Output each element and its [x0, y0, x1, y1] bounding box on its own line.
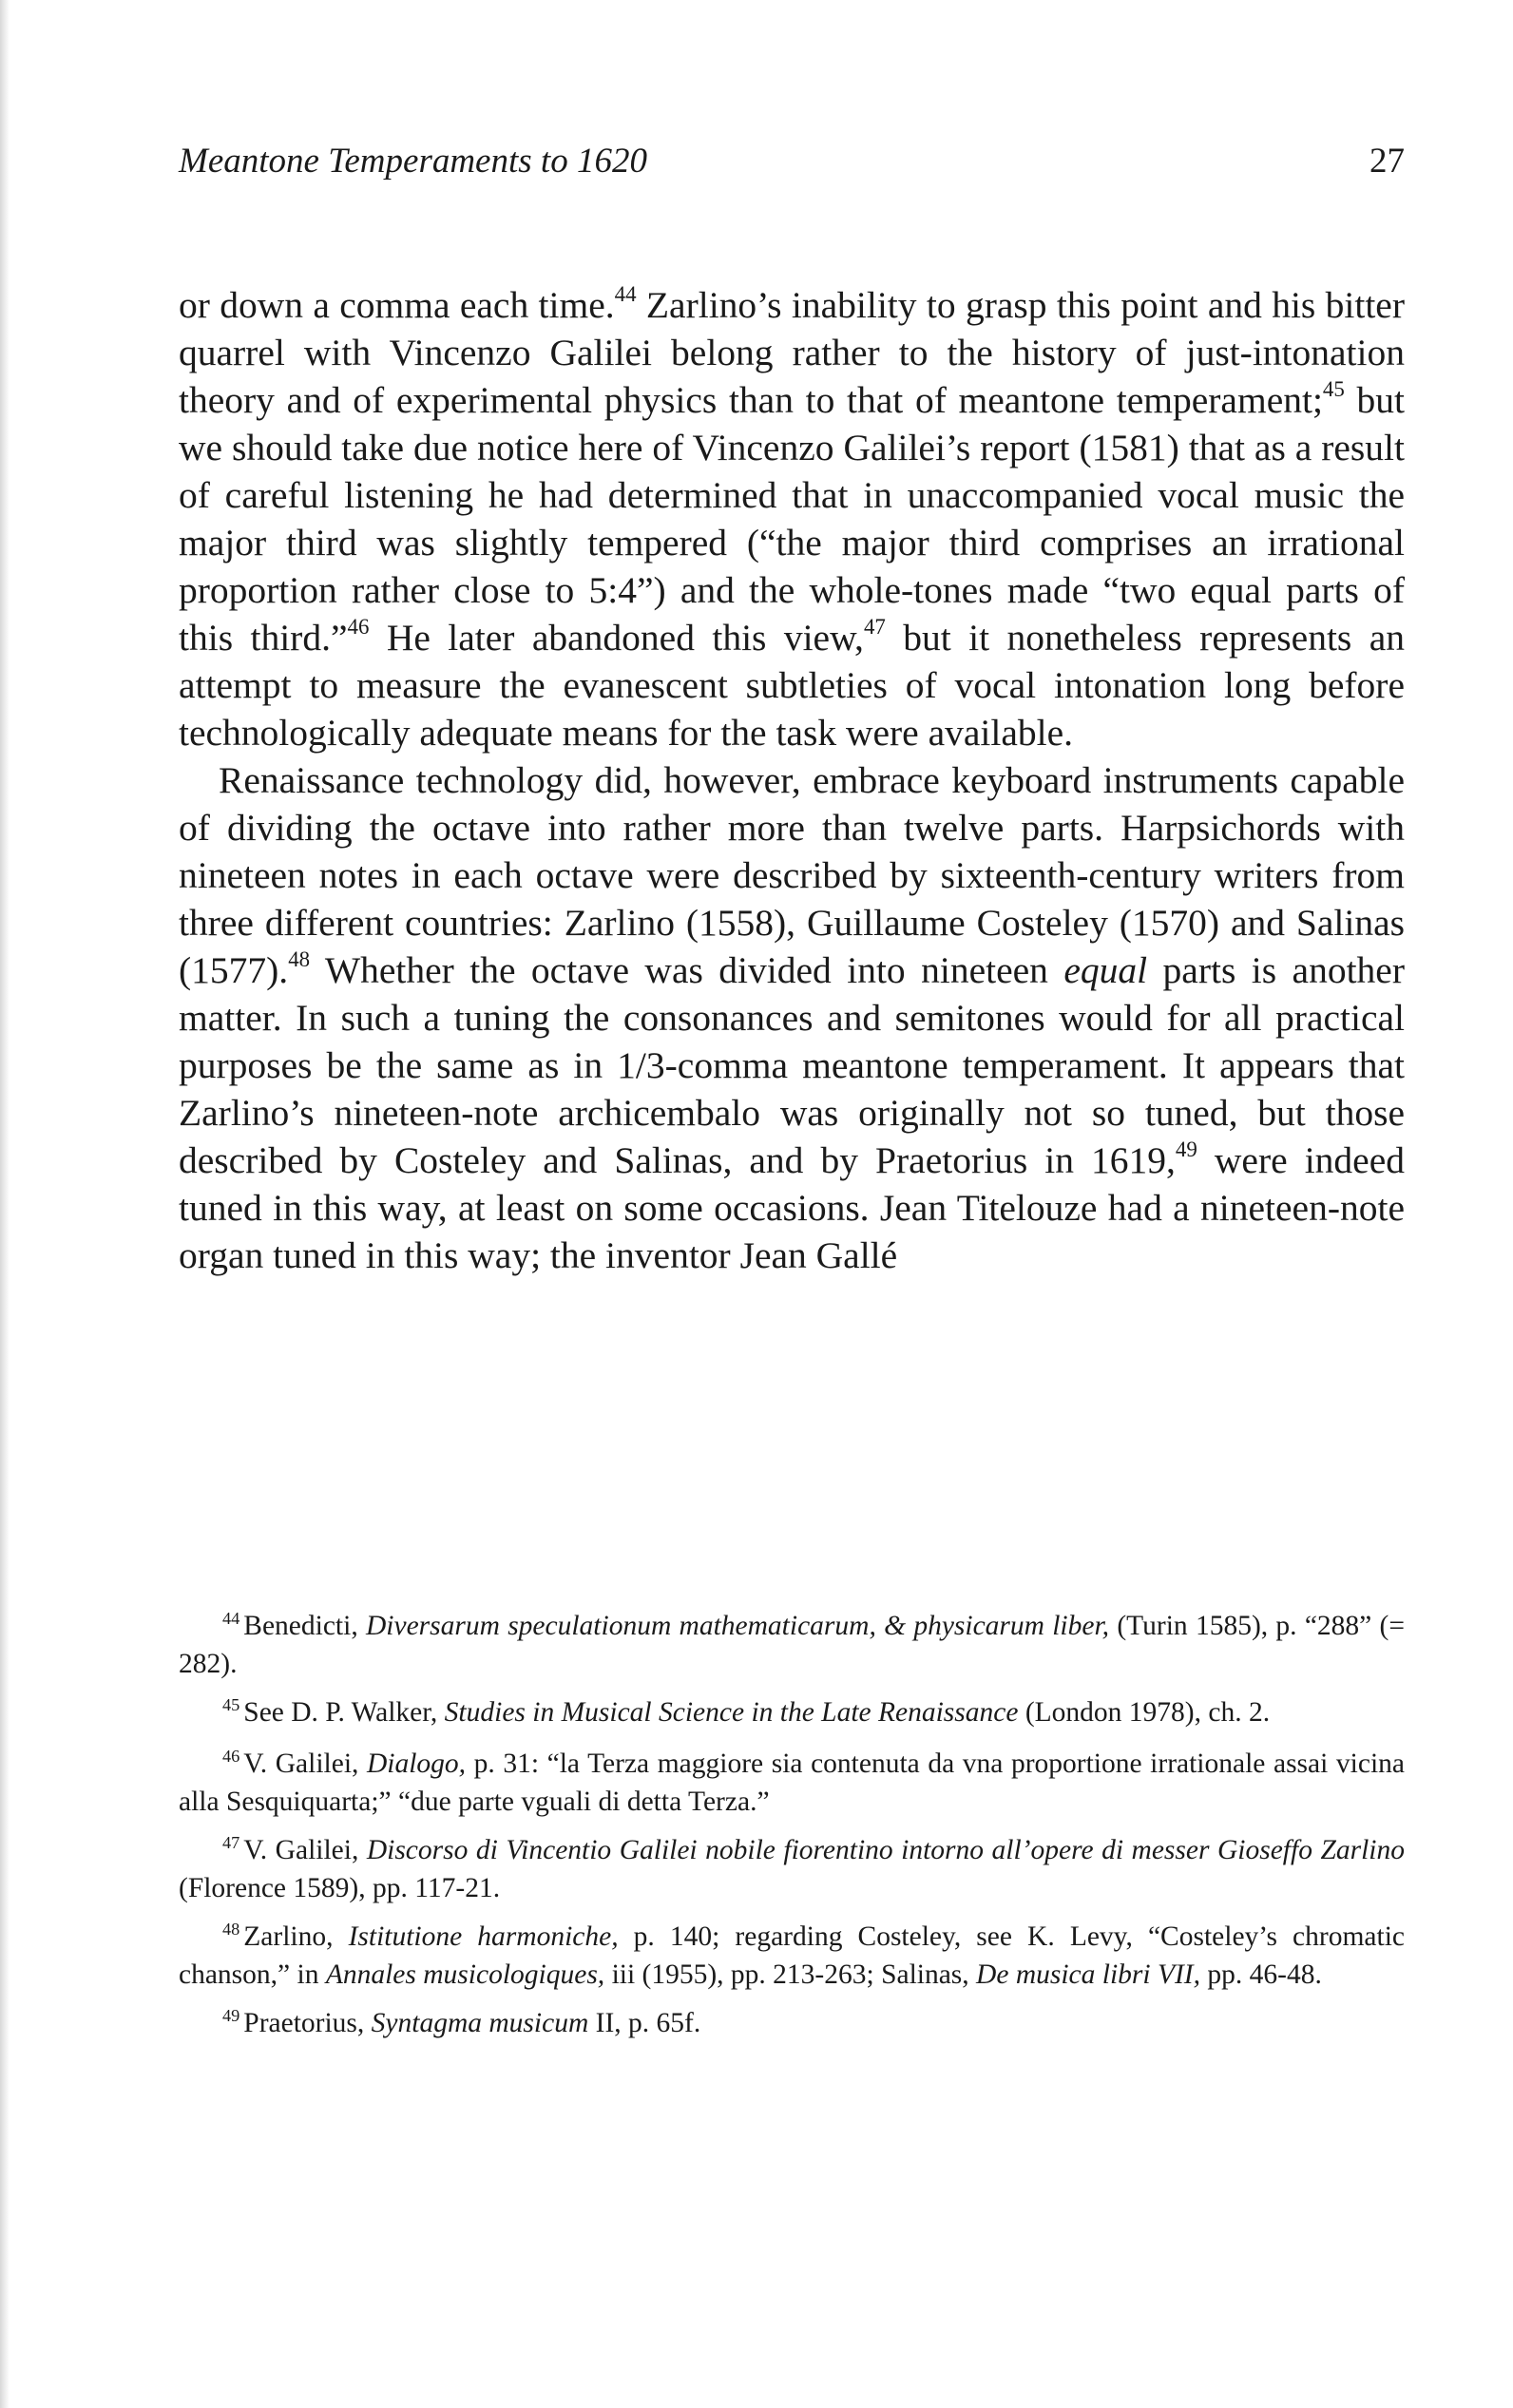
footnote-48 [179, 1920, 1405, 1993]
footnote-ref-47[interactable]: 47 [863, 614, 886, 639]
footnote-number: 48 [222, 1920, 240, 1940]
paragraph-1 [179, 281, 1405, 756]
footnote-49 [179, 2006, 1405, 2044]
footnote-ref-49[interactable]: 49 [1175, 1137, 1197, 1161]
footnote-title: De musica libri VII, [976, 1959, 1201, 1990]
footnote-title: Dialogo, [366, 1749, 467, 1779]
running-head [179, 141, 1405, 186]
footnote-title: Istitutione harmoniche, [348, 1921, 619, 1952]
footnote-number: 49 [222, 2006, 240, 2026]
footnote-number: 47 [222, 1833, 240, 1853]
footnote-title: Discorso di Vincentio Galilei nobile fiorentino intorno all’opere di messer Gioseffo Zarlino [366, 1835, 1405, 1865]
footnote-47 [179, 1833, 1405, 1906]
text-run: Zarlino’s inability to grasp this point and his bitter quarrel with Vincenzo Galilei belong rather to the history of just-intonation theory and of experimental physics than to that of meantone temperament; [179, 284, 1405, 421]
footnote-ref-48[interactable]: 48 [288, 946, 311, 971]
footnote-text: (Florence 1589), pp. 117-21. [179, 1873, 501, 1903]
running-title: Meantone Temperaments to 1620 [179, 142, 647, 181]
footnote-text: (Turin 1585), p. “288” (= 282). [179, 1611, 1405, 1679]
body-text [179, 281, 1405, 1279]
footnote-number: 45 [222, 1695, 240, 1715]
emphasis: equal [1063, 949, 1148, 991]
footnote-title: Diversarum speculationum mathematicarum, & physicarum liber, [365, 1611, 1110, 1641]
paragraph-2 [179, 756, 1405, 1279]
footnote-ref-44[interactable]: 44 [614, 281, 637, 306]
footnote-number: 46 [222, 1747, 240, 1767]
footnote-text: pp. 46-48. [1200, 1959, 1322, 1990]
footnote-number: 44 [222, 1609, 240, 1629]
footnote-ref-45[interactable]: 45 [1322, 376, 1345, 401]
text-run: He later abandoned this view, [369, 617, 864, 659]
footnote-44 [179, 1609, 1405, 1682]
footnote-text: V. Galilei, [243, 1835, 367, 1865]
text-run: parts is another matter. In such a tuning the consonances and semitones would for all practical purposes be the same as in 1/3-comma meantone temperament. It appears that Zarlino’s nineteen-note archicembalo was originally not so tuned, but those described by Costeley and Salinas, and by Praetorius in 1619, [179, 949, 1405, 1181]
binding-shadow [0, 0, 10, 2408]
text-run: but we should take due notice here of Vincenzo Galilei’s report (1581) that as a result of careful listening he had determined that in unaccompanied vocal music the major third was slightly tempered (“the major third comprises an irrational proportion rather close to 5:4”) and the whole-tones made “two equal parts of this third.” [179, 379, 1405, 659]
text-run: or down a comma each time. [179, 284, 615, 326]
footnote-title: Studies in Musical Science in the Late Renaissance [444, 1697, 1019, 1728]
footnote-text: Benedicti, [243, 1611, 366, 1641]
text-run: but it nonetheless represents an attempt to measure the evanescent subtleties of vocal intonation long before technologically adequate means for the task were available. [179, 617, 1405, 754]
footnote-text: (London 1978), ch. 2. [1018, 1697, 1271, 1728]
footnote-text: Zarlino, [243, 1921, 349, 1952]
footnote-title: Annales musicologiques, [325, 1959, 605, 1990]
text-run: Whether the octave was divided into nineteen [310, 949, 1064, 991]
footnote-text: V. Galilei, [243, 1749, 367, 1779]
footnote-text: II, p. 65f. [588, 2008, 701, 2038]
footnote-text: iii (1955), pp. 213-263; Salinas, [604, 1959, 977, 1990]
footnote-text: p. 31: “la Terza maggiore sia contenuta da vna proportione irrationale assai vicina alla Sesquiquarta;” “due parte vguali di detta Terza.” [179, 1749, 1405, 1817]
page-number: 27 [1369, 142, 1405, 181]
footnote-text: Praetorius, [243, 2008, 372, 2038]
footnote-45 [179, 1695, 1405, 1733]
footnote-ref-46[interactable]: 46 [347, 614, 370, 639]
footnote-title: Syntagma musicum [371, 2008, 589, 2038]
footnote-text: See D. P. Walker, [243, 1697, 445, 1728]
footnotes [179, 1609, 1405, 2057]
footnote-46 [179, 1747, 1405, 1820]
footnote-text: p. 140; regarding Costeley, see K. Levy, “Costeley’s chromatic chanson,” in [179, 1921, 1405, 1990]
text-run: Renaissance technology did, however, embrace keyboard instruments capable of dividing the octave into rather more than twelve parts. Harpsichords with nineteen notes in each octave were described by sixteenth-century writers from three different countries: Zarlino (1558), Guillaume Costeley (1570) and Salinas (1577). [179, 759, 1405, 991]
text-run: were indeed tuned in this way, at least on some occasions. Jean Titelouze had a nineteen-note organ tuned in this way; the inventor Jean Gallé [179, 1139, 1405, 1276]
